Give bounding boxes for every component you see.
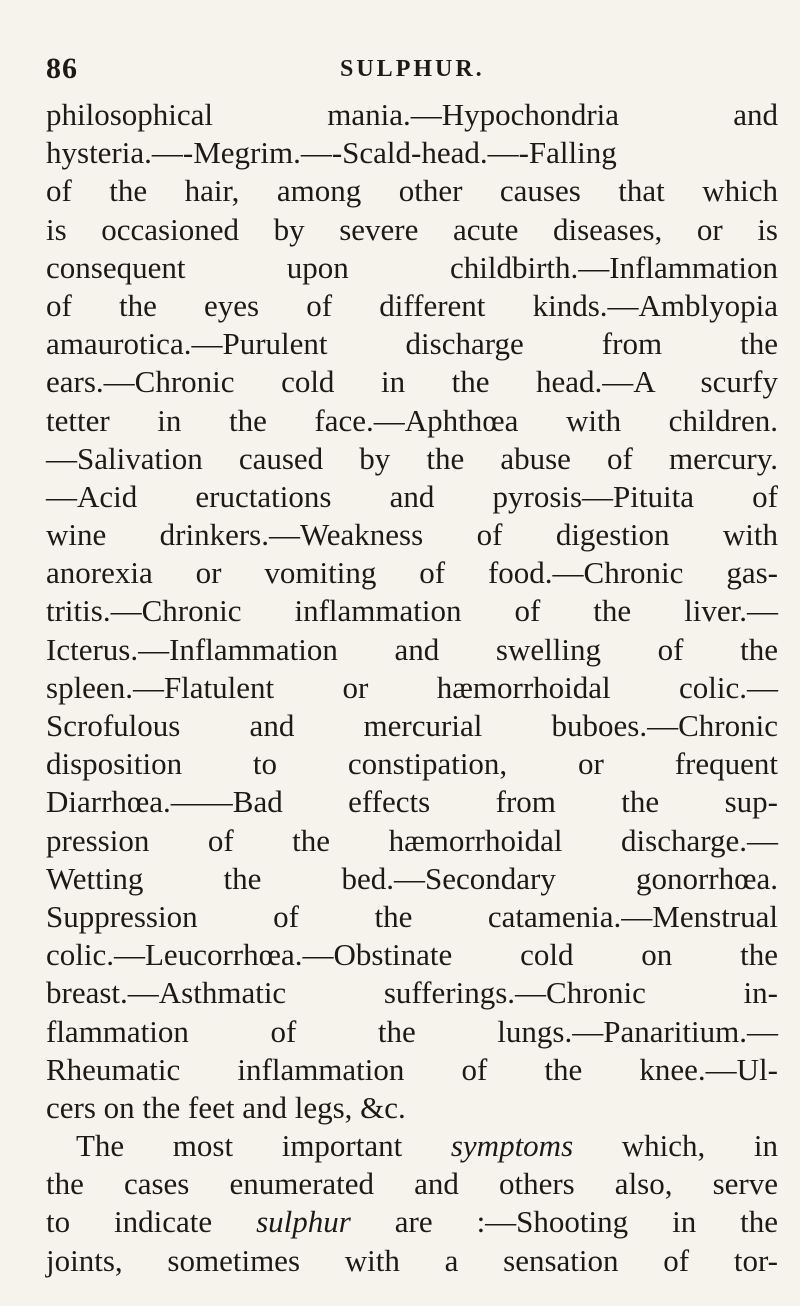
body-text bbox=[46, 96, 778, 1280]
text-line: disposition to constipation, or frequent bbox=[46, 746, 778, 782]
text-line: spleen.—Flatulent or hæmorrhoidal colic.— bbox=[46, 669, 778, 705]
text-line: the cases enumerated and others also, serve bbox=[46, 1166, 778, 1202]
text-line: hysteria.—-Megrim.—-Scald-head.—-Falling bbox=[46, 135, 617, 171]
text-line: of the hair, among other causes that which bbox=[46, 173, 778, 209]
text-line: Diarrhœa.——Bad effects from the sup- bbox=[46, 784, 778, 820]
text-run: The most important bbox=[76, 1128, 451, 1164]
text-line: consequent upon childbirth.—Inflammation bbox=[46, 249, 778, 285]
text-line: colic.—Leucorrhœa.—Obstinate cold on the bbox=[46, 937, 778, 973]
text-line: philosophical mania.—Hypochondria and bbox=[46, 97, 778, 132]
text-line: cers on the feet and legs, &c. bbox=[46, 1089, 406, 1125]
text-line: joints, sometimes with a sensation of tor- bbox=[46, 1242, 778, 1278]
text-line: Suppression of the catamenia.—Menstrual bbox=[46, 898, 778, 934]
emphasis-sulphur: sulphur bbox=[256, 1204, 351, 1240]
paragraph-first-line bbox=[46, 1127, 778, 1165]
running-title: SULPHUR. bbox=[340, 56, 485, 82]
text-line: Wetting the bed.—Secondary gonorrhœa. bbox=[46, 860, 778, 896]
text-line: tetter in the face.—Aphthœa with children. bbox=[46, 402, 778, 438]
text-line bbox=[46, 1203, 778, 1241]
text-line: —Salivation caused by the abuse of mercury. bbox=[46, 440, 778, 476]
text-line: wine drinkers.—Weakness of digestion with bbox=[46, 517, 778, 553]
emphasis-symptoms: symptoms bbox=[450, 1128, 574, 1164]
text-line: of the eyes of different kinds.—Amblyopia bbox=[46, 287, 778, 323]
text-line: amaurotica.—Purulent discharge from the bbox=[46, 326, 778, 362]
text-line: is occasioned by severe acute diseases, or is bbox=[46, 211, 778, 247]
page-number: 86 bbox=[46, 52, 78, 85]
text-run: to indicate bbox=[46, 1204, 257, 1240]
text-run: which, in bbox=[573, 1128, 778, 1164]
text-line: Scrofulous and mercurial buboes.—Chronic bbox=[46, 708, 778, 743]
text-line: tritis.—Chronic inflammation of the liver.— bbox=[46, 593, 778, 629]
running-head bbox=[0, 52, 800, 92]
text-line: Rheumatic inflammation of the knee.—Ul- bbox=[46, 1051, 778, 1087]
text-run: are :—Shooting in the bbox=[350, 1204, 779, 1240]
text-line: Icterus.—Inflammation and swelling of the bbox=[46, 631, 778, 667]
text-line: flammation of the lungs.—Panaritium.— bbox=[46, 1013, 778, 1049]
text-line: breast.—Asthmatic sufferings.—Chronic in- bbox=[46, 975, 778, 1011]
text-line: anorexia or vomiting of food.—Chronic gas- bbox=[46, 555, 778, 591]
text-line: ears.—Chronic cold in the head.—A scurfy bbox=[46, 364, 778, 400]
text-line: —Acid eructations and pyrosis—Pituita of bbox=[46, 478, 778, 514]
text-line: pression of the hæmorrhoidal discharge.— bbox=[46, 822, 778, 858]
